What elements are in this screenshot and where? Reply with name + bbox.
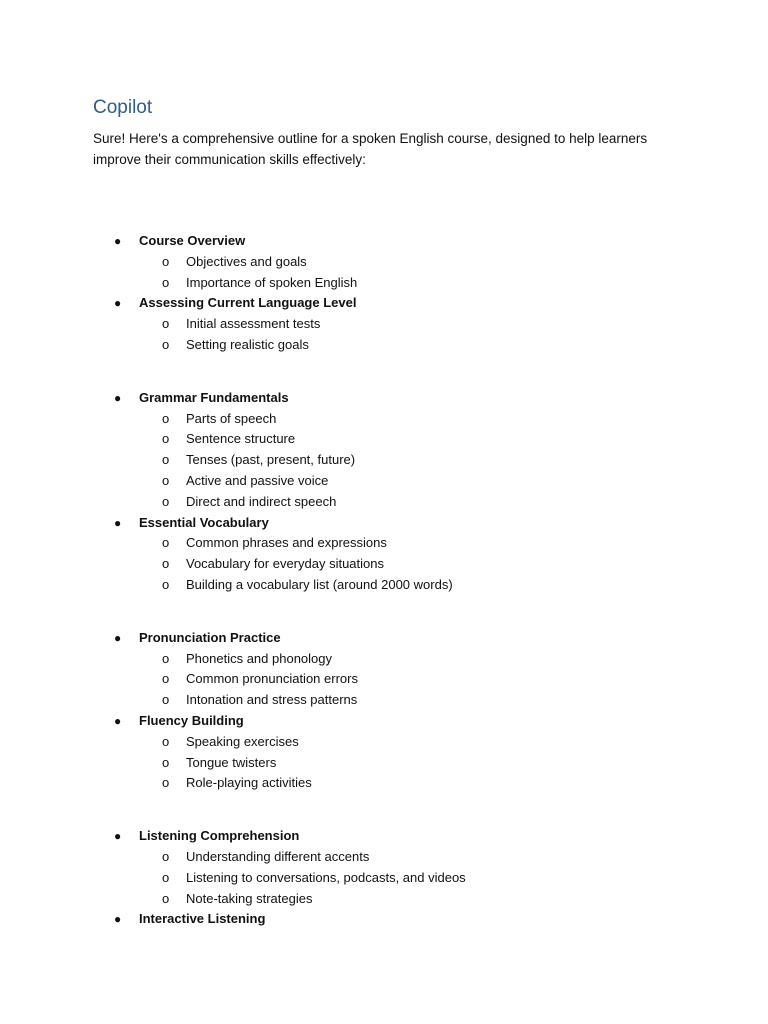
sub-bullet-icon: o <box>162 410 170 426</box>
subtopic-list <box>0 314 768 356</box>
sub-bullet-icon: o <box>162 775 170 791</box>
sub-bullet-icon: o <box>162 274 170 290</box>
outline-section <box>0 231 768 293</box>
sub-bullet-icon: o <box>162 890 170 906</box>
subtopic-label: Importance of spoken English <box>186 274 358 290</box>
sub-bullet-icon: o <box>162 754 170 770</box>
subtopic-list <box>0 252 768 294</box>
topic-label: Course Overview <box>139 233 246 248</box>
sub-bullet-icon: o <box>162 650 170 666</box>
bullet-icon: ● <box>114 515 122 530</box>
bullet-icon: ● <box>114 912 122 927</box>
subtopic-label: Listening to conversations, podcasts, and videos <box>186 869 466 885</box>
sub-bullet-icon: o <box>162 493 170 509</box>
sub-bullet-icon: o <box>162 253 170 269</box>
outline-topic <box>0 711 768 732</box>
subtopic-list <box>0 409 768 513</box>
subtopic-item <box>0 314 768 335</box>
subtopic-item <box>0 252 768 273</box>
subtopic-item <box>0 773 768 794</box>
topic-label: Assessing Current Language Level <box>139 295 357 311</box>
subtopic-label: Objectives and goals <box>186 253 307 269</box>
outline-section <box>0 826 768 909</box>
subtopic-label: Building a vocabulary list (around 2000 words) <box>186 576 453 592</box>
subtopic-label: Tenses (past, present, future) <box>186 452 356 468</box>
intro-paragraph: Sure! Here's a comprehensive outline for a spoken English course, designed to help learners improve their communication skills effectively: <box>93 131 648 167</box>
subtopic-item <box>0 450 768 471</box>
subtopic-item <box>0 847 768 868</box>
subtopic-item <box>0 868 768 889</box>
subtopic-label: Parts of speech <box>186 410 277 426</box>
subtopic-label: Speaking exercises <box>186 733 299 749</box>
subtopic-item <box>0 471 768 492</box>
topic-label: Pronunciation Practice <box>139 629 281 645</box>
sub-bullet-icon: o <box>162 671 170 687</box>
sub-bullet-icon: o <box>162 556 170 572</box>
subtopic-item <box>0 409 768 430</box>
subtopic-item <box>0 533 768 554</box>
subtopic-item <box>0 554 768 575</box>
outline-section <box>0 388 768 513</box>
subtopic-label: Setting realistic goals <box>186 336 309 352</box>
outline-section <box>0 628 768 711</box>
subtopic-label: Direct and indirect speech <box>186 493 337 509</box>
sub-bullet-icon: o <box>162 869 170 885</box>
subtopic-label: Common pronunciation errors <box>186 671 358 687</box>
bullet-icon: ● <box>114 630 122 645</box>
sub-bullet-icon: o <box>162 431 170 447</box>
outline-section <box>0 513 768 596</box>
subtopic-item <box>0 889 768 910</box>
subtopic-item <box>0 335 768 356</box>
topic-label: Listening Comprehension <box>139 828 300 844</box>
outline-section <box>0 711 768 794</box>
topic-label: Grammar Fundamentals <box>139 389 289 405</box>
bullet-icon: ● <box>114 829 122 844</box>
subtopic-item <box>0 492 768 513</box>
subtopic-label: Understanding different accents <box>186 848 370 864</box>
subtopic-label: Intonation and stress patterns <box>186 692 358 708</box>
bullet-icon: ● <box>114 234 122 248</box>
subtopic-label: Active and passive voice <box>186 472 329 488</box>
outline-topic <box>0 628 768 649</box>
subtopic-list <box>0 533 768 595</box>
subtopic-label: Phonetics and phonology <box>186 650 333 666</box>
document-heading: Copilot <box>93 97 153 118</box>
subtopic-item <box>0 649 768 670</box>
subtopic-list <box>0 732 768 794</box>
subtopic-item <box>0 575 768 596</box>
subtopic-label: Common phrases and expressions <box>186 535 387 551</box>
subtopic-label: Initial assessment tests <box>186 316 321 332</box>
bullet-icon: ● <box>114 296 122 311</box>
sub-bullet-icon: o <box>162 733 170 749</box>
sub-bullet-icon: o <box>162 316 170 332</box>
bullet-icon: ● <box>114 390 122 405</box>
outline-topic <box>0 388 768 409</box>
subtopic-label: Vocabulary for everyday situations <box>186 556 384 572</box>
outline-topic <box>0 231 768 252</box>
course-outline <box>0 231 768 930</box>
topic-label: Interactive Listening <box>139 911 266 927</box>
subtopic-label: Role-playing activities <box>186 775 312 791</box>
subtopic-item <box>0 669 768 690</box>
subtopic-item <box>0 753 768 774</box>
outline-topic <box>0 293 768 314</box>
subtopic-list <box>0 847 768 909</box>
subtopic-label: Sentence structure <box>186 431 296 447</box>
topic-label: Essential Vocabulary <box>139 514 269 530</box>
topic-label: Fluency Building <box>139 712 244 728</box>
subtopic-list <box>0 649 768 711</box>
subtopic-item <box>0 273 768 294</box>
subtopic-label: Note-taking strategies <box>186 890 313 906</box>
outline-topic <box>0 826 768 847</box>
sub-bullet-icon: o <box>162 692 170 708</box>
subtopic-item <box>0 429 768 450</box>
outline-section <box>0 909 768 930</box>
sub-bullet-icon: o <box>162 472 170 488</box>
outline-topic <box>0 909 768 930</box>
outline-topic <box>0 513 768 534</box>
sub-bullet-icon: o <box>162 535 170 551</box>
subtopic-item <box>0 690 768 711</box>
sub-bullet-icon: o <box>162 848 170 864</box>
outline-section <box>0 293 768 355</box>
subtopic-item <box>0 732 768 753</box>
bullet-icon: ● <box>114 713 122 728</box>
subtopic-label: Tongue twisters <box>186 754 277 770</box>
sub-bullet-icon: o <box>162 336 170 352</box>
sub-bullet-icon: o <box>162 452 170 468</box>
sub-bullet-icon: o <box>162 576 170 592</box>
